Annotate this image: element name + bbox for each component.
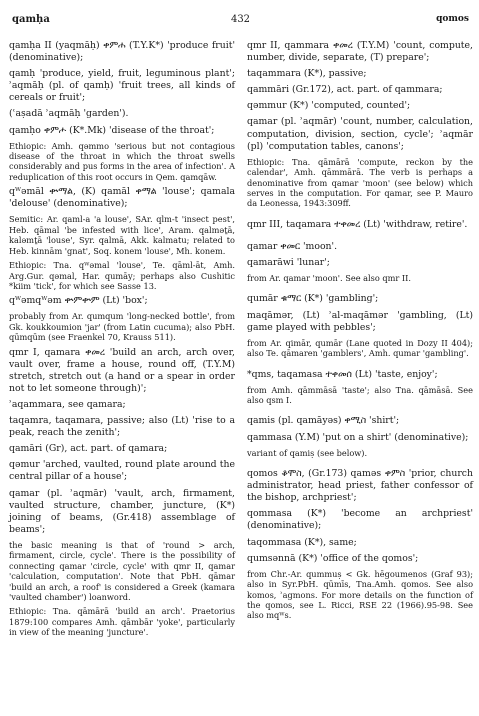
dictionary-entry: qamar (pl. ʾaqmār) 'vault, arch, firmament, vaulted structure, chamber, juncture, (K*) joining of beams, (Gr.418) assemblage of beams'; bbox=[9, 487, 235, 535]
dictionary-entry: qamāri (Gr), act. part. of qamara; bbox=[9, 443, 168, 455]
dictionary-entry: qmr III, taqamara ተቀመረ (Lt) 'withdraw, retire'. bbox=[247, 218, 468, 230]
dictionary-entry: qamḥ 'produce, yield, fruit, leguminous plant'; ʾaqmāḥ (pl. of qamḥ) 'fruit trees, all kinds of cereals or fruit'; bbox=[9, 68, 235, 104]
dictionary-entry: qommasa (K*) 'become an archpriest' (denominative); bbox=[247, 508, 473, 532]
page-number: 432 bbox=[230, 14, 251, 25]
dictionary-entry: qmr II, qammara ቀመረ (T.Y.M) 'count, compute, number, divide, separate, (T) prepare'; bbox=[247, 40, 473, 64]
dictionary-entry: (ʿaṣadā ʾaqmāḥ 'garden'). bbox=[9, 108, 129, 120]
left-column bbox=[9, 40, 235, 642]
dictionary-entry: qəmur 'arched, vaulted, round plate around the central pillar of a house'; bbox=[9, 459, 235, 483]
dictionary-entry: taqammara (K*), passive; bbox=[247, 68, 367, 80]
etymology-note: Ethiopic: Tna. qāmārā 'build an arch'. Praetorius 1879:100 compares Amh. qāmbār 'yoke', particularly in view of the meaning 'juncture'. bbox=[9, 606, 235, 638]
etymology-note: variant of qamiṣ (see below). bbox=[247, 447, 368, 458]
header-right-headword: qomos bbox=[436, 14, 469, 24]
etymology-note: from Ar. qimār, qumār (Lane quoted in Dozy II 404); also Te. qāmaren 'gamblers', Amh. qumar 'gambling'. bbox=[247, 337, 473, 359]
dictionary-entry: qumsənnā (K*) 'office of the qomos'; bbox=[247, 552, 419, 564]
etymology-note: Ethiopic: Tna. qāmārā 'compute, reckon by the calendar', Amh. qāmmārā. The verb is perhaps a denominative from qamar 'moon' (see below) which serves in the computation. For qamar, see P. Mauro da Leonessa, 1943:309ff. bbox=[247, 156, 473, 209]
dictionary-entry: maqāmər, (Lt) ʾal-maqāmər 'gambling, (Lt) game played with pebbles'; bbox=[247, 309, 473, 333]
dictionary-entry: qomos ቆሞስ, (Gr.173) qaməs ቀምስ 'prior, church administrator, head priest, father confessor of the bishop, archpriest'; bbox=[247, 468, 473, 504]
right-column bbox=[247, 40, 473, 625]
dictionary-entry: ʾaqammara, see qamara; bbox=[9, 399, 126, 410]
dictionary-entry: qumār ቁማር (K*) 'gambling'; bbox=[247, 293, 379, 305]
dictionary-entry: taqamra, taqamara, passive; also (Lt) 'rise to a peak, reach the zenith'; bbox=[9, 415, 235, 439]
etymology-note: Semitic: Ar. qaml-a 'a louse', SAr. qlm-t 'insect pest', Heb. qāmal 'be infested with lice', Aram. qalməṯā, kaləmṯā 'louse', Syr. qalmā, Akk. kalmatu; related to Heb. kinnām 'gnat', Soq. konem 'louse', Mh. konem. bbox=[9, 214, 235, 256]
dictionary-entry: qᵂəmāl ቍማል, (K) qamāl ቀማል 'louse'; qamala 'delouse' (denominative); bbox=[9, 186, 235, 210]
dictionary-entry: qamarāwi 'lunar'; bbox=[247, 256, 330, 268]
dictionary-entry: qamar ቀመር 'moon'. bbox=[247, 240, 338, 252]
dictionary-entry: taqommasa (K*), same; bbox=[247, 536, 357, 548]
dictionary-entry: qamḥa II (yaqmāḥ) ቀምሐ (T.Y.K*) 'produce fruit' (denominative); bbox=[9, 40, 235, 64]
dictionary-entry: *qms, taqamasa ተቀመሰ (Lt) 'taste, enjoy'; bbox=[247, 368, 438, 380]
dictionary-entry: qammasa (Y.M) 'put on a shirt' (denominative); bbox=[247, 431, 469, 443]
header-left-headword: qamḥa bbox=[12, 14, 50, 25]
dictionary-entry: qammāri (Gr.172), act. part. of qammara; bbox=[247, 84, 443, 96]
dictionary-entry: qəmmur (K*) 'computed, counted'; bbox=[247, 100, 411, 112]
dictionary-entry: qmr I, qamara ቀመረ 'build an arch, arch over, vault over, frame a house, round off, (T.Y.M) stretch, stretch out (a hand or a spear in order not to let someone through)'; bbox=[9, 346, 235, 394]
etymology-note: from Chr.-Ar. qummuṣ < Gk. hēgoumenos (Graf 93); also in Syr.PbH. qūmīs, Tna.Amh. qomos. See also komos, ʾagmons. For more details on the function of the qomos, see L. Ricci, RSE 22 (1966).95-98. See also mqᵂs. bbox=[247, 568, 473, 621]
dictionary-entry: qᵂəmqᵂəm ቍምቍም (Lt) 'box'; bbox=[9, 295, 148, 307]
etymology-note: from Ar. qamar 'moon'. See also qmr II. bbox=[247, 273, 411, 284]
dictionary-entry: qamar (pl. ʾaqmār) 'count, number, calculation, computation, division, section, cycle'; ʾaqmār (pl) 'computation tables, canons'; bbox=[247, 116, 473, 152]
dictionary-entry: qamis (pl. qamāyəs) ቀሚስ 'shirt'; bbox=[247, 415, 400, 427]
dictionary-entry: qamḥo ቀምሖ (K*.Mk) 'disease of the throat'; bbox=[9, 124, 215, 136]
etymology-note: Ethiopic: Amh. qəmmo 'serious but not contagious disease of the throat in which the throat swells considerably and pus forms in the area of infection'. A reduplication of this root occurs in Qem. qamqāw. bbox=[9, 140, 235, 182]
etymology-note: the basic meaning is that of 'round > arch, firmament, circle, cycle'. There is the possibility of connecting qamar 'circle, cycle' with qmr II, qamar 'calculation, computation'. Note that PbH. qāmar 'build an arch, a roof' is considered a Greek (kamara 'vaulted chamber') loanword. bbox=[9, 539, 235, 602]
etymology-note: probably from Ar. qumqum 'long-necked bottle', from Gk. koukkoumion 'jar' (from Latin cucuma); also PbH. qūmqūm (see Fraenkel 70, Krauss 511). bbox=[9, 311, 235, 343]
running-header bbox=[12, 14, 469, 30]
etymology-note: from Amh. qāmmāsā 'taste'; also Tna. qāmāsā. See also qsm I. bbox=[247, 384, 473, 406]
etymology-note: Ethiopic: Tna. qᵂəmal 'louse', Te. qāml-āt, Amh. Arg.Gur. qəmal, Har. qumāy; perhaps also Cushitic *kiim 'tick', for which see Sasse 13. bbox=[9, 260, 235, 291]
